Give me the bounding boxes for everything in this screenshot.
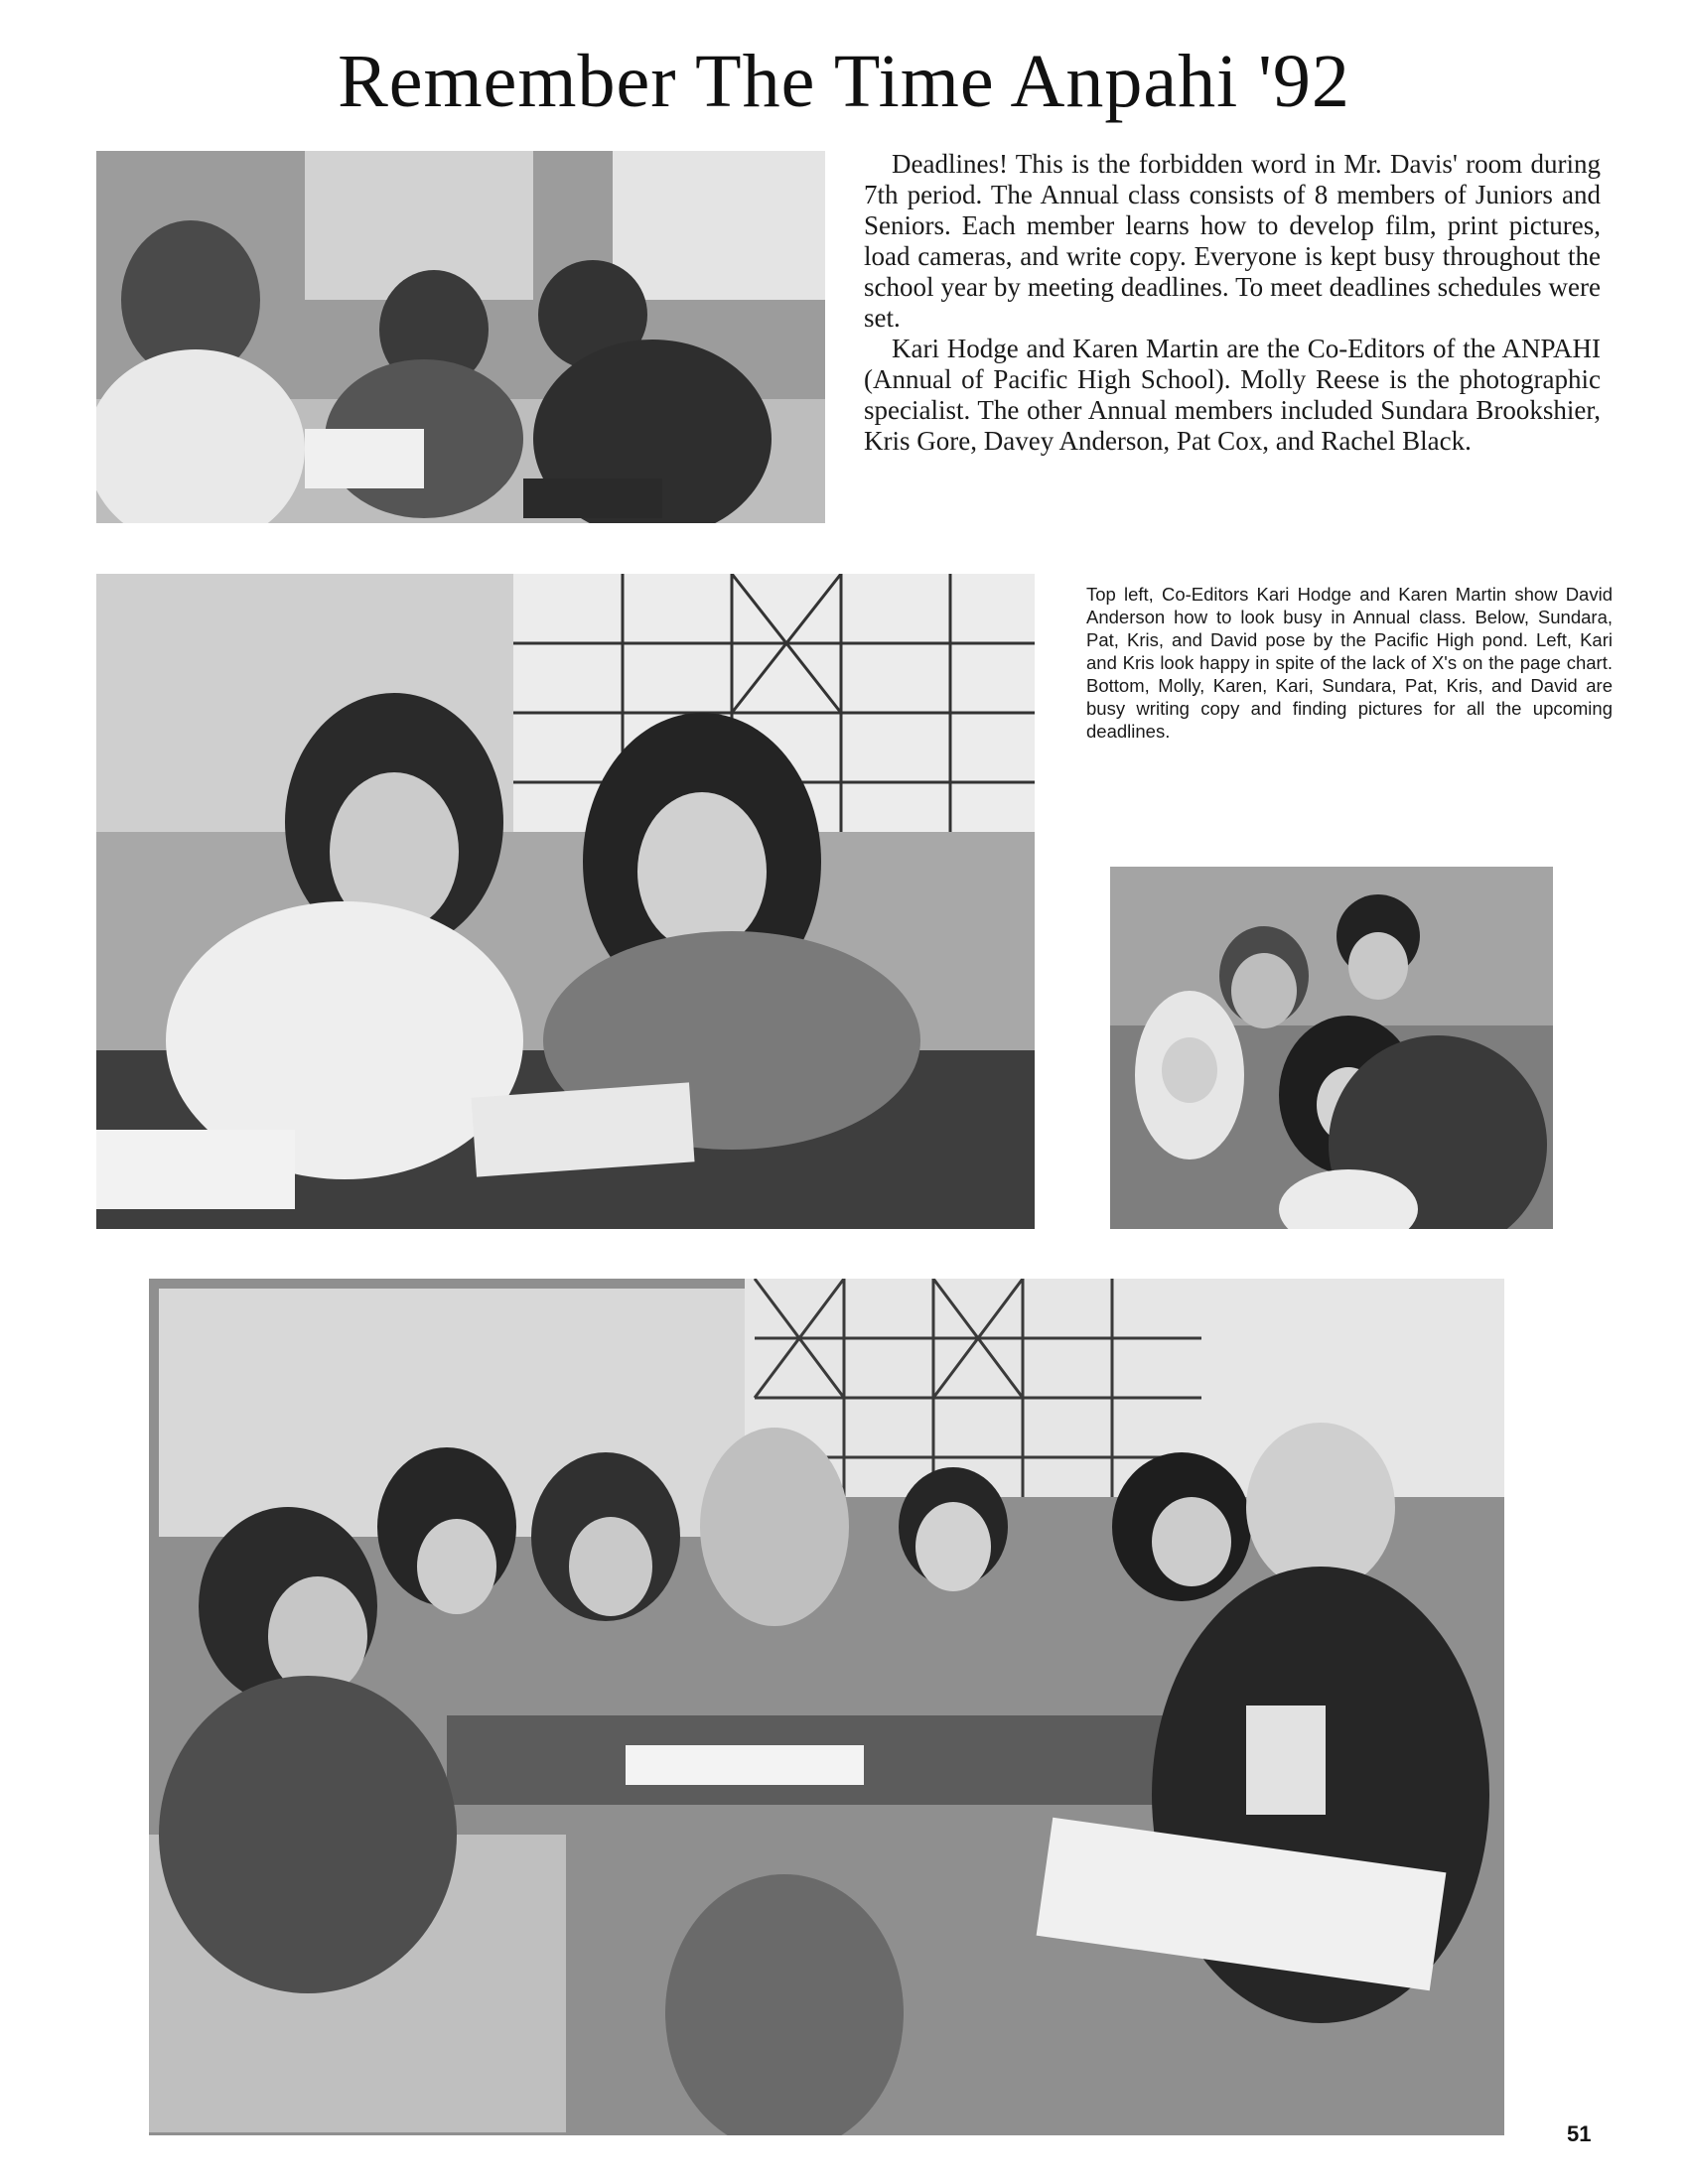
page-number: 51 xyxy=(1567,2121,1592,2146)
photo-coeditors-with-david xyxy=(96,151,825,523)
photo-caption: Top left, Co-Editors Kari Hodge and Karen Martin show David Anderson how to look busy in Annual class. Below, Sundara, Pat, Kris, and David pose by the Pacific High pond. Left, Kari and Kris look happy in spite of the lack of X's on the page chart. Bottom, Molly, Karen, Kari, Sundara, Pat, Kris, and David are busy writing copy and finding pictures for all the upcoming deadlines. xyxy=(1086,584,1613,742)
photo-kari-and-kris xyxy=(96,574,1035,1229)
page-title: Remember The Time Anpahi '92 xyxy=(338,40,1350,123)
intro-paragraph: Kari Hodge and Karen Martin are the Co-Editors of the ANPAHI (Annual of Pacific High School). Molly Reese is the photographic specialist. The other Annual members included Sundara Brookshier, Kris Gore, Davey Anderson, Pat Cox, and Rachel Black. xyxy=(864,334,1601,456)
photo-class-writing-copy xyxy=(149,1279,1504,2135)
intro-paragraph: Deadlines! This is the forbidden word in Mr. Davis' room during 7th period. The Annual class consists of 8 members of Juniors and Seniors. Each member learns how to develop film, print pictures, load cameras, and write copy. Everyone is kept busy throughout the school year by meeting deadlines. To meet deadlines schedules were set. xyxy=(864,149,1601,333)
intro-article xyxy=(864,149,1601,457)
photo-group-by-pond xyxy=(1110,867,1553,1229)
